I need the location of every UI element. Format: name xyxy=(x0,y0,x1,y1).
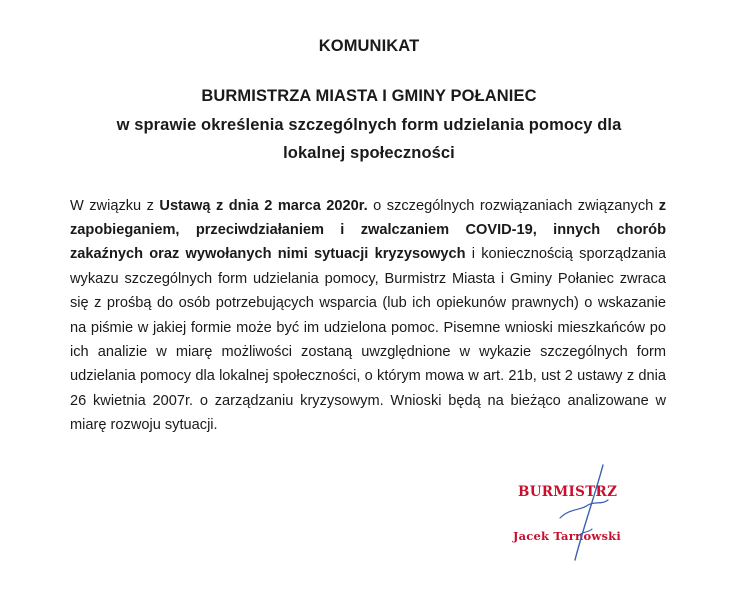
signature-stamp-name: Jacek Tarnowski xyxy=(513,529,621,543)
document-subject-line-1: w sprawie określenia szczególnych form udzielania pomocy dla xyxy=(116,116,622,134)
body-bold-law-title: z zapobieganiem, przeciwdziałaniem i zwalczaniem COVID-19, innych chorób zakaźnych oraz wywołanych nimi sytuacji kryzysowych xyxy=(70,197,667,263)
signature-stamp-office: BURMISTRZ xyxy=(518,484,618,500)
body-bold-law-date: Ustawą z dnia 2 marca 2020r. xyxy=(159,197,368,214)
body-text-3: i koniecznością sporządzania wykazu szczególnych form udzielania pomocy, Burmistrz Miasta i Gminy Połaniec zwraca się z prośbą do osób potrzebujących wsparcia (lub ich opiekunów prawnych) o wskazanie na piśmie w jakiej formie może być im udzielona pomoc. Pisemne wnioski mieszkańców po ich analizie w miarę możliwości zostaną uwzględnione w wykazie szczególnych form udzielania pomocy dla lokalnej społeczności, o którym mowa w art. 21b, ust 2 ustawy z dnia 26 kwietnia 2007r. o zarządzaniu kryzysowym. Wnioski będą na bieżąco analizowane w miarę rozwoju sytuacji. xyxy=(70,246,666,434)
document-subject-line-2: lokalnej społeczności xyxy=(283,144,455,162)
document-body xyxy=(70,194,666,438)
body-text-1: W związku z xyxy=(70,197,160,214)
body-text-2: o szczególnych rozwiązaniach związanych xyxy=(367,197,659,214)
document-heading: KOMUNIKAT xyxy=(318,37,420,55)
document-issuer: BURMISTRZA MIASTA I GMINY POŁANIEC xyxy=(201,87,537,105)
